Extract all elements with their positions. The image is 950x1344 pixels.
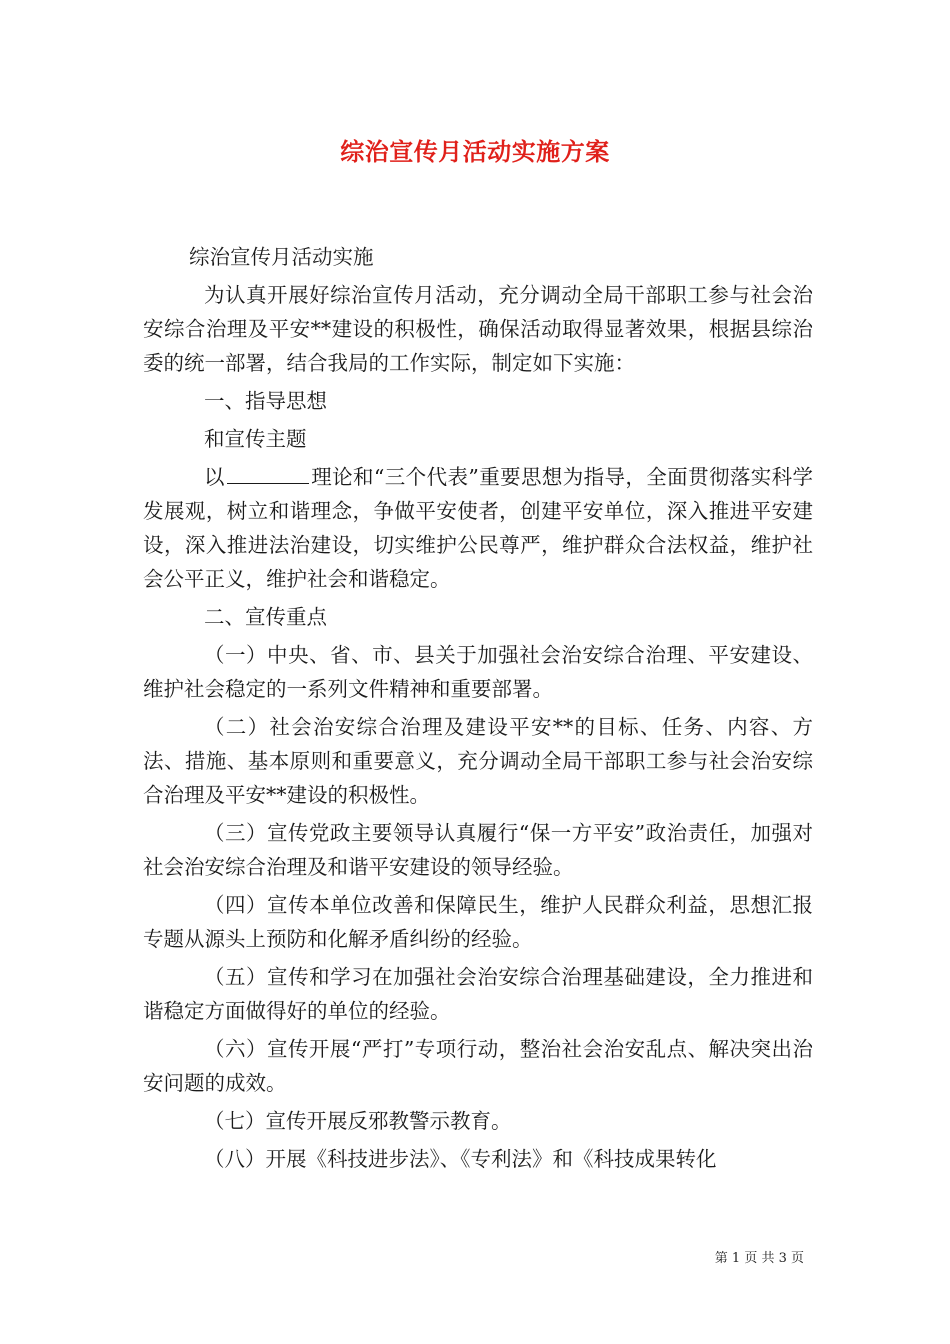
paragraph-intro: 为认真开展好综治宣传月活动，充分调动全局干部职工参与社会治安综合治理及平安**建设的积极性，确保活动取得显著效果，根据县综治委的统一部署，结合我局的工作实际，制定如下实施：	[143, 283, 813, 375]
section-heading-1: 一、指导思想	[204, 389, 327, 413]
guiding-thought-text: 理论和“三个代表”重要思想为指导，全面贯彻落实科学发展观，树立和谐理念，争做平安使者，创建平安单位，深入推进平安建设，深入推进法治建设，切实维护公民尊严，维护群众合法权益，维护社会公平正义，维护社会和谐稳定。	[143, 465, 813, 591]
page-number: 第 1 页 共 3 页	[714, 1251, 804, 1266]
list-item-7: （七）宣传开展反邪教警示教育。	[204, 1109, 512, 1133]
list-item-2: （二）社会治安综合治理及建设平安**的目标、任务、内容、方法、措施、基本原则和重要意义，充分调动全局干部职工参与社会治安综合治理及平安**建设的积极性。	[143, 715, 813, 807]
blank-underline	[227, 463, 309, 484]
document-title: 综治宣传月活动实施方案	[340, 137, 610, 166]
paragraph-intro-heading: 综治宣传月活动实施	[189, 245, 374, 269]
list-item-6: （六）宣传开展“严打”专项行动，整治社会治安乱点、解决突出治安问题的成效。	[143, 1037, 813, 1095]
document-body	[143, 240, 813, 1176]
list-item-1: （一）中央、省、市、县关于加强社会治安综合治理、平安建设、维护社会稳定的一系列文件精神和重要部署。	[143, 643, 813, 701]
list-item-5: （五）宣传和学习在加强社会治安综合治理基础建设，全力推进和谐稳定方面做得好的单位的经验。	[143, 965, 813, 1023]
guiding-thought-prefix: 以	[204, 465, 225, 489]
list-item-8: （八）开展《科技进步法》、《专利法》和《科技成果转化	[204, 1147, 717, 1171]
paragraph-guiding-thought	[143, 460, 813, 596]
list-item-4: （四）宣传本单位改善和保障民生，维护人民群众利益，思想汇报专题从源头上预防和化解矛盾纠纷的经验。	[143, 893, 813, 951]
section-heading-1-cont: 和宣传主题	[204, 427, 307, 451]
list-item-3: （三）宣传党政主要领导认真履行“保一方平安”政治责任，加强对社会治安综合治理及和谐平安建设的领导经验。	[143, 821, 813, 879]
section-heading-2: 二、宣传重点	[204, 605, 327, 629]
